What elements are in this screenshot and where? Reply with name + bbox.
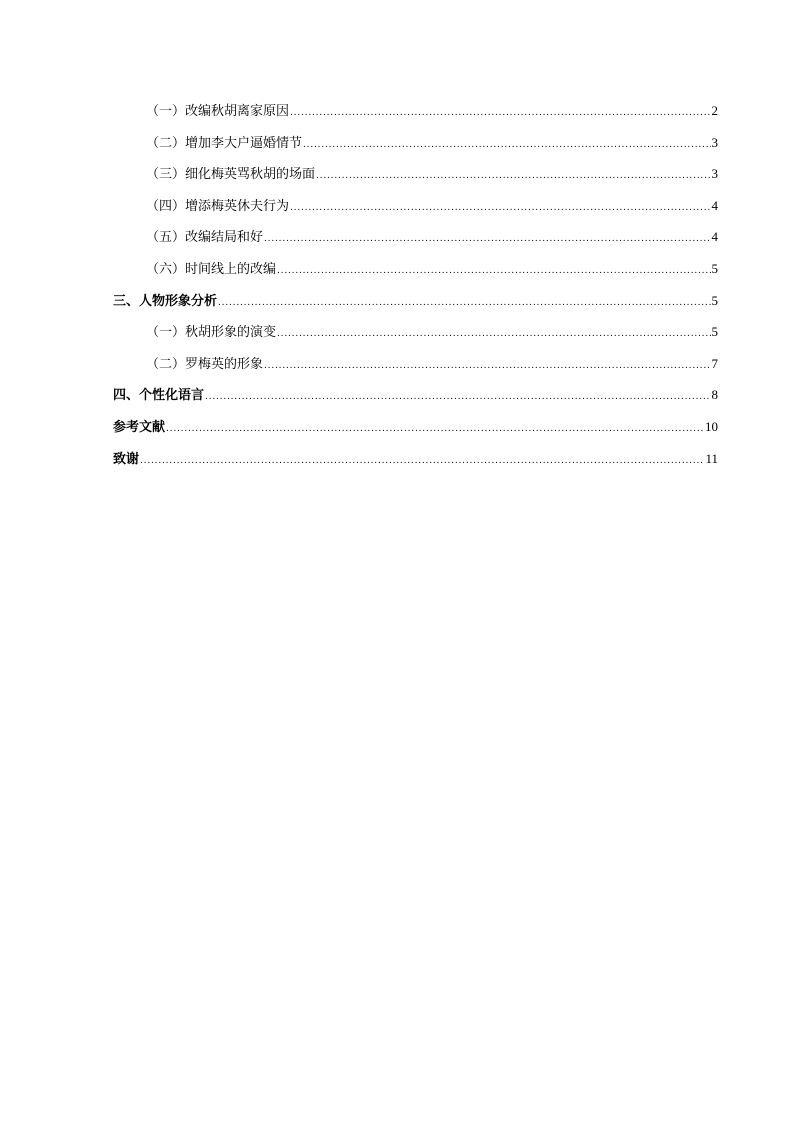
toc-entry-title: （六）时间线上的改编 [146, 261, 277, 277]
toc-entry[interactable] [113, 258, 718, 290]
toc-entry[interactable] [113, 163, 718, 195]
toc-dot-leader [277, 261, 710, 281]
toc-dot-leader [264, 356, 710, 376]
toc-entry-page: 11 [705, 450, 718, 466]
toc-entry-page: 7 [711, 355, 718, 371]
toc-dot-leader [303, 135, 710, 155]
toc-entry-title: 四、个性化语言 [113, 388, 205, 404]
toc-entry-title: （三）细化梅英骂秋胡的场面 [146, 167, 316, 183]
toc-dot-leader [264, 229, 710, 249]
toc-entry[interactable] [113, 132, 718, 164]
toc-entry-page: 4 [711, 229, 718, 245]
toc-dot-leader [140, 451, 704, 471]
toc-dot-leader [290, 103, 710, 123]
toc-entry-title: 参考文献 [113, 419, 166, 435]
toc-entry-title: （二）罗梅英的形象 [146, 356, 264, 372]
toc-dot-leader [218, 293, 710, 313]
toc-entry[interactable] [113, 290, 718, 322]
toc-entry[interactable] [113, 195, 718, 227]
toc-entry-title: 致谢 [113, 451, 140, 467]
toc-entry-page: 10 [705, 418, 718, 434]
toc-entry-title: （五）改编结局和好 [146, 230, 264, 246]
toc-dot-leader [166, 419, 704, 439]
toc-entry[interactable] [113, 100, 718, 132]
toc-entry-page: 3 [711, 134, 718, 150]
toc-entry-title: （二）增加李大户逼婚情节 [146, 135, 303, 151]
toc-entry-page: 5 [711, 260, 718, 276]
toc-entry[interactable] [113, 226, 718, 258]
toc-entry-page: 4 [711, 197, 718, 213]
toc-entry[interactable] [113, 321, 718, 353]
toc-entry-page: 5 [711, 324, 718, 340]
toc-entry-page: 5 [711, 292, 718, 308]
toc-entry-title: （四）增添梅英休夫行为 [146, 198, 290, 214]
toc-dot-leader [316, 166, 710, 186]
toc-dot-leader [290, 198, 710, 218]
toc-entry[interactable] [113, 448, 718, 480]
toc-entry-title: 三、人物形象分析 [113, 293, 218, 309]
toc-dot-leader [277, 324, 710, 344]
toc-entry-title: （一）秋胡形象的演变 [146, 325, 277, 341]
toc-entry-page: 3 [711, 166, 718, 182]
toc-entry-page: 2 [711, 103, 718, 118]
table-of-contents [113, 100, 718, 479]
toc-entry[interactable] [113, 384, 718, 416]
toc-entry[interactable] [113, 416, 718, 448]
toc-entry-title: （一）改编秋胡离家原因 [146, 104, 290, 119]
toc-entry-page: 8 [711, 387, 718, 403]
toc-entry[interactable] [113, 353, 718, 385]
toc-dot-leader [205, 387, 710, 407]
